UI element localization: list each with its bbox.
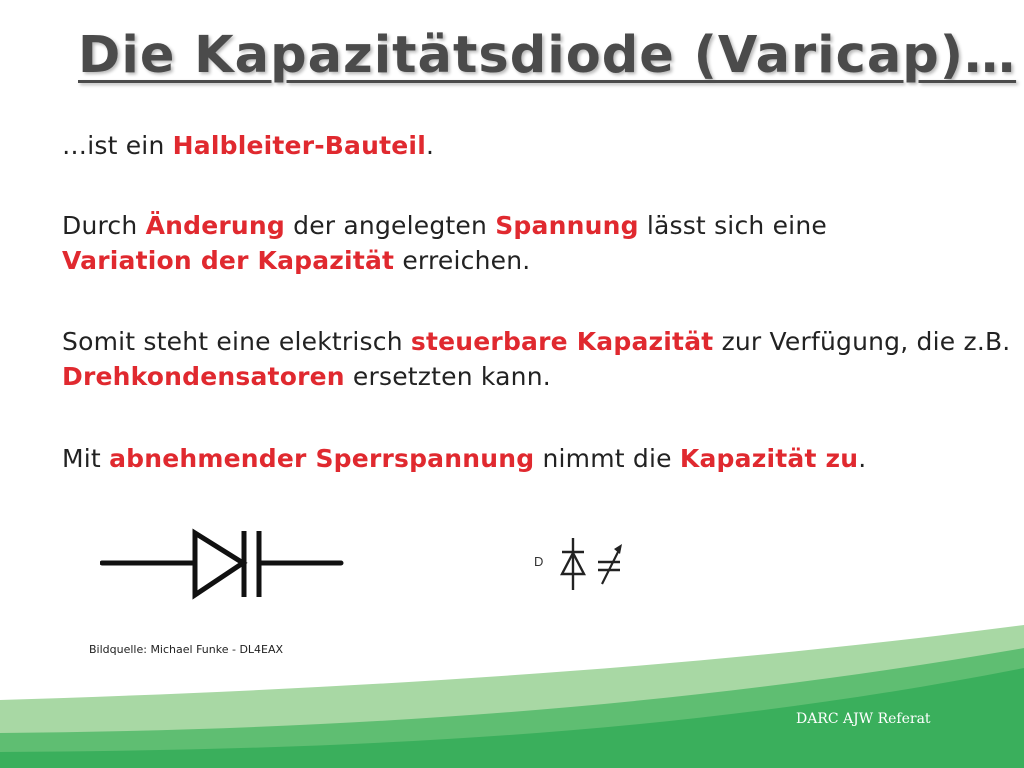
slide-title: Die Kapazitätsdiode (Varicap)…	[78, 26, 1017, 85]
image-source-caption: Bildquelle: Michael Funke - DL4EAX	[89, 643, 284, 656]
text-segment: Mit	[62, 444, 110, 473]
text-segment: .	[425, 131, 435, 160]
text-segment: .	[858, 444, 867, 473]
paragraph-1	[62, 128, 434, 163]
highlight-text: Kapazität zu	[679, 444, 859, 473]
footer-text: DARC AJW Referat	[796, 711, 931, 727]
highlight-text: Drehkondensatoren	[62, 362, 345, 391]
highlight-text: Spannung	[495, 211, 639, 240]
small-symbol-group	[532, 536, 626, 596]
variable-capacitor-diode-symbol-icon	[532, 536, 626, 592]
symbol-label: D	[534, 554, 544, 569]
text-segment: erreichen.	[394, 246, 531, 275]
text-segment: …ist ein	[62, 131, 173, 160]
text-segment: nimmt die	[534, 444, 680, 473]
text-segment: lässt sich eine	[638, 211, 827, 240]
text-segment: der angelegten	[284, 211, 496, 240]
highlight-text: steuerbare Kapazität	[410, 327, 714, 356]
highlight-text: abnehmender Sperrspannung	[109, 444, 535, 473]
text-segment: ersetzten kann.	[344, 362, 551, 391]
highlight-text: Halbleiter-Bauteil	[172, 131, 426, 160]
highlight-text: Änderung	[145, 211, 285, 240]
paragraph-2	[62, 208, 827, 278]
paragraph-3	[62, 324, 1024, 394]
varicap-diode-symbol-icon	[100, 525, 350, 601]
highlight-text: Variation der Kapazität	[62, 246, 395, 275]
text-segment: Somit steht eine elektrisch	[62, 327, 411, 356]
text-segment: zur Verfügung, die z.B.	[713, 327, 1011, 356]
text-segment: Durch	[62, 211, 146, 240]
paragraph-4	[62, 441, 866, 476]
